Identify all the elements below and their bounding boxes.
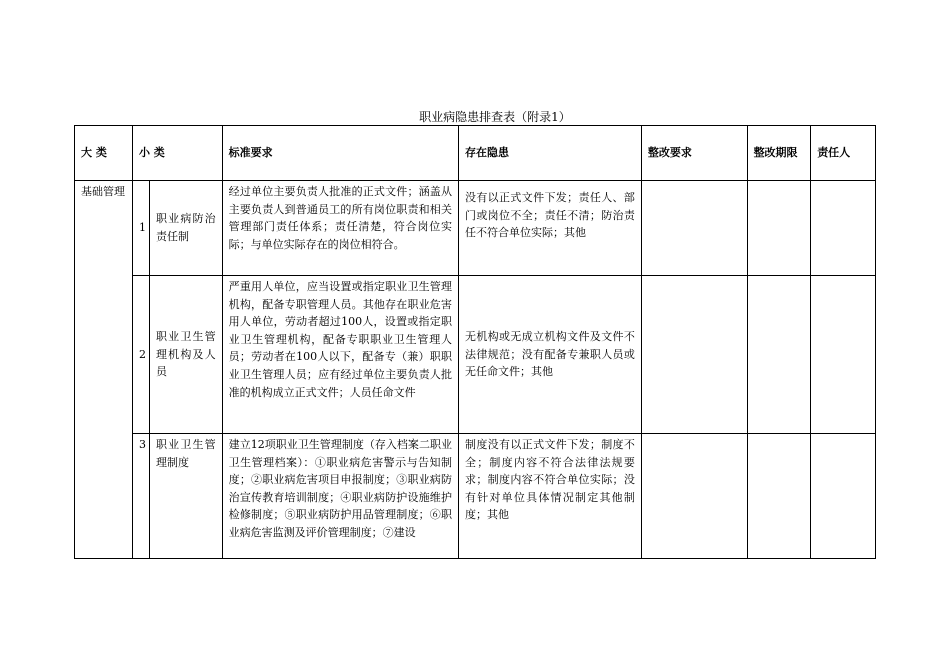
sub-category-cell: 职业卫生管理机构及人员 xyxy=(149,276,222,434)
rectify-deadline-cell[interactable] xyxy=(747,181,811,276)
row-number: 1 xyxy=(132,181,149,276)
header-hazard: 存在隐患 xyxy=(458,126,641,181)
hazard-cell: 无机构或无成立机构文件及文件不法律规范；没有配备专兼职人员或无任命文件；其他 xyxy=(458,276,641,434)
rectify-requirement-cell[interactable] xyxy=(641,181,747,276)
sub-category-cell: 职业病防治责任制 xyxy=(149,181,222,276)
rectify-requirement-cell[interactable] xyxy=(641,276,747,434)
hazard-check-table xyxy=(74,125,876,559)
table-row xyxy=(75,276,876,434)
header-sub-category: 小 类 xyxy=(132,126,222,181)
responsible-person-cell[interactable] xyxy=(811,181,876,276)
header-major-category: 大 类 xyxy=(75,126,133,181)
standard-cell: 严重用人单位，应当设置或指定职业卫生管理机构，配备专职管理人员。其他存在职业危害用人单位，劳动者超过100人，设置或指定职业卫生管理机构，配备专职职业卫生管理人员；劳动者在100人以下，配备专（兼）职职业卫生管理人员；应有经过单位主要负责人批准的机构成立正式文件；人员任命文件 xyxy=(222,276,458,434)
row-number: 2 xyxy=(132,276,149,434)
responsible-person-cell[interactable] xyxy=(811,434,876,559)
responsible-person-cell[interactable] xyxy=(811,276,876,434)
page-title: 职业病隐患排查表（附录1） xyxy=(419,110,571,124)
header-rectify-deadline: 整改期限 xyxy=(747,126,811,181)
standard-cell: 建立12项职业卫生管理制度（存入档案二职业卫生管理档案）：①职业病危害警示与告知制度；②职业病危害项目申报制度；③职业病防治宣传教育培训制度；④职业病防护设施维护检修制度；⑤职业病防护用品管理制度；⑥职业病危害监测及评价管理制度；⑦建设 xyxy=(222,434,458,559)
hazard-cell: 制度没有以正式文件下发；制度不全；制度内容不符合法律法规要求；制度内容不符合单位实际；没有针对单位具体情况制定其他制度；其他 xyxy=(458,434,641,559)
major-category-cell: 基础管理 xyxy=(75,181,133,559)
header-standard: 标准要求 xyxy=(222,126,458,181)
standard-cell: 经过单位主要负责人批准的正式文件；涵盖从主要负责人到普通员工的所有岗位职责和相关管理部门责任体系；责任清楚，符合岗位实际；与单位实际存在的岗位相符合。 xyxy=(222,181,458,276)
header-rectify-requirement: 整改要求 xyxy=(641,126,747,181)
table-row xyxy=(75,434,876,559)
rectify-deadline-cell[interactable] xyxy=(747,434,811,559)
table-row xyxy=(75,181,876,276)
rectify-requirement-cell[interactable] xyxy=(641,434,747,559)
rectify-deadline-cell[interactable] xyxy=(747,276,811,434)
sub-category-cell: 职业卫生管理制度 xyxy=(149,434,222,559)
row-number: 3 xyxy=(132,434,149,559)
table-header-row xyxy=(75,126,876,181)
hazard-cell: 没有以正式文件下发；责任人、部门或岗位不全；责任不清；防治责任不符合单位实际；其他 xyxy=(458,181,641,276)
header-responsible-person: 责任人 xyxy=(811,126,876,181)
